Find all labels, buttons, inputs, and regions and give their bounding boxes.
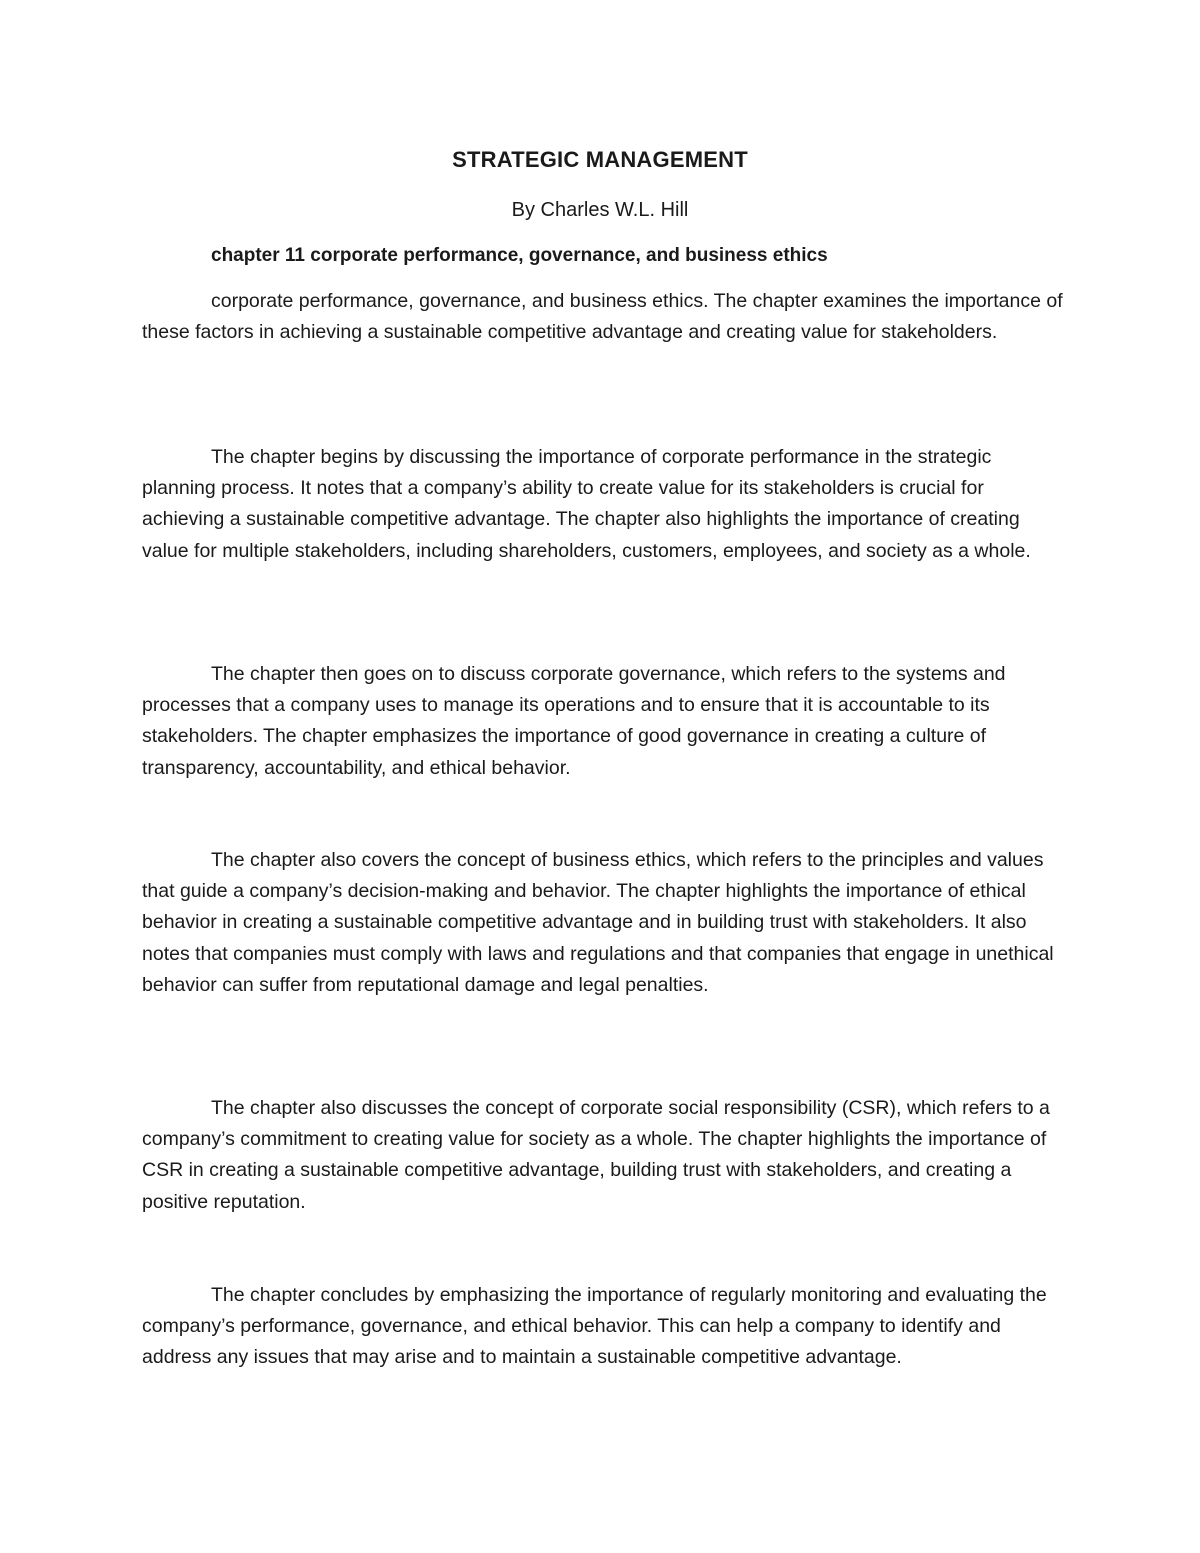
paragraph-csr: The chapter also discusses the concept of corporate social responsibility (CSR), which refers to a company’s commitment to creating value for society as a whole. The chapter highlights the importance of CSR in creating a sustainable competitive advantage, building trust with stakeholders, and creating a positive reputation. bbox=[142, 1097, 1050, 1213]
paragraph-corporate-performance: The chapter begins by discussing the importance of corporate performance in the strategic planning process. It notes that a company’s ability to create value for its stakeholders is crucial for achieving a sustainable competitive advantage. The chapter also highlights the importance of creating value for multiple stakeholders, including shareholders, customers, employees, and society as a whole. bbox=[142, 446, 1031, 562]
paragraph-corporate-governance: The chapter then goes on to discuss corporate governance, which refers to the systems and processes that a company uses to manage its operations and to ensure that it is accountable to its stakeholders. The chapter emphasizes the importance of good governance in creating a culture of transparency, accountability, and ethical behavior. bbox=[142, 663, 1006, 779]
document-title: STRATEGIC MANAGEMENT bbox=[452, 147, 748, 172]
document-author: By Charles W.L. Hill bbox=[511, 199, 689, 221]
paragraph-conclusion: The chapter concludes by emphasizing the importance of regularly monitoring and evaluating the company’s performance, governance, and ethical behavior. This can help a company to identify and address any issues that may arise and to maintain a sustainable competitive advantage. bbox=[142, 1284, 1047, 1369]
chapter-heading: chapter 11 corporate performance, governance, and business ethics bbox=[211, 245, 828, 266]
paragraph-business-ethics: The chapter also covers the concept of business ethics, which refers to the principles and values that guide a company’s decision-making and behavior. The chapter highlights the importance of ethical behavior in creating a sustainable competitive advantage and in building trust with stakeholders. It also notes that companies must comply with laws and regulations and that companies that engage in unethical behavior can suffer from reputational damage and legal penalties. bbox=[142, 849, 1054, 996]
paragraph-intro: corporate performance, governance, and business ethics. The chapter examines the importance of these factors in achieving a sustainable competitive advantage and creating value for stakeholders. bbox=[142, 290, 1063, 344]
